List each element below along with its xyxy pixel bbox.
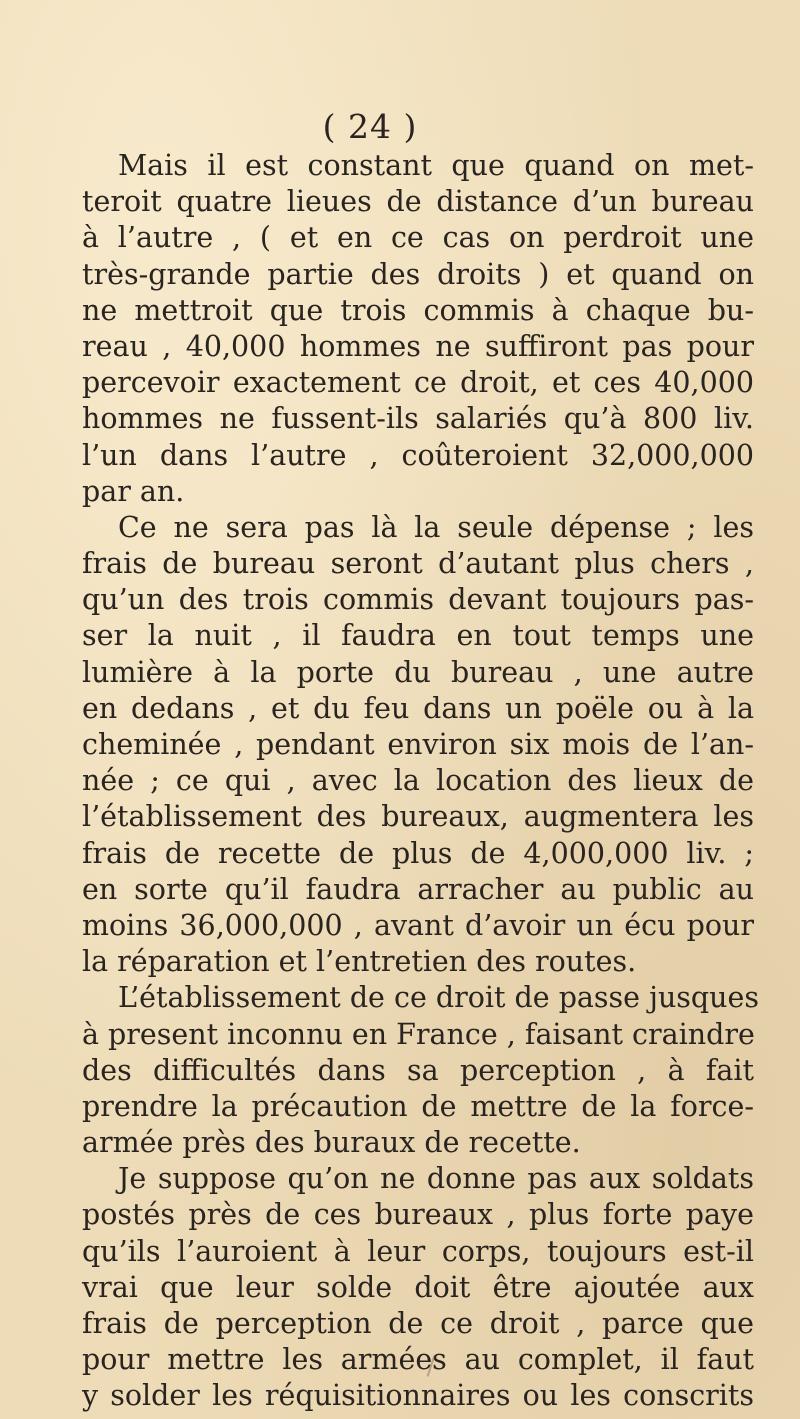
text-line: née ; ce qui , avec la location des lieux de: [82, 764, 754, 798]
text-line: frais de perception de ce droit , parce que: [82, 1307, 754, 1340]
text-line: à l’autre , ( et en ce cas on perdroit une: [82, 221, 754, 255]
text-line: y solder les réquisitionnaires ou les conscrits: [82, 1379, 754, 1413]
text-line: par an.: [82, 474, 185, 508]
text-line: vrai que leur solde doit être ajoutée aux: [82, 1270, 754, 1304]
text-line: frais de bureau seront d’autant plus chers ,: [82, 547, 754, 581]
text-line: lumière à la porte du bureau , une autre: [82, 655, 754, 689]
text-line: reau , 40,000 hommes ne suffiront pas pour: [82, 329, 754, 363]
text-line: très-grande partie des droits ) et quand on: [82, 257, 754, 291]
text-line: teroit quatre lieues de distance d’un bureau: [82, 185, 754, 219]
text-line: qu’un des trois commis devant toujours pas-: [82, 583, 754, 617]
text-line: Mais il est constant que quand on met-: [118, 149, 754, 182]
text-line: armée près des buraux de recette.: [82, 1126, 581, 1160]
text-line: frais de recette de plus de 4,000,000 liv. ;: [82, 836, 754, 870]
text-line: ne mettroit que trois commis à chaque bu-: [82, 293, 754, 327]
text-line: en sorte qu’il faudra arracher au public au: [82, 872, 754, 906]
text-line: L’établissement de ce droit de passe jusques: [118, 981, 760, 1015]
text-line: l’un dans l’autre , coûteroient 32,000,000: [82, 438, 754, 472]
text-line: hommes ne fussent-ils salariés qu’à 800 liv.: [82, 402, 754, 436]
text-line: en dedans , et du feu dans un poële ou à la: [82, 691, 754, 725]
text-line: moins 36,000,000 , avant d’avoir un écu pour: [82, 908, 754, 942]
text-line: Ce ne sera pas là la seule dépense ; les: [118, 510, 754, 544]
text-line: à present inconnu en France , faisant craindre: [82, 1017, 755, 1051]
text-line: prendre la précaution de mettre de la force-: [82, 1089, 754, 1123]
text-line: la réparation et l’entretien des routes.: [82, 945, 637, 979]
text-line: des difficultés dans sa perception , à fait: [82, 1053, 754, 1087]
text-line: pour mettre les armées au complet, il faut: [82, 1343, 754, 1377]
text-line: ser la nuit , il faudra en tout temps une: [82, 619, 754, 653]
text-line: qu’ils l’auroient à leur corps, toujours est-il: [82, 1234, 754, 1268]
text-line: postés près de ces bureaux , plus forte paye: [82, 1198, 754, 1232]
body-text: [82, 148, 760, 1415]
page-number: ( 24 ): [322, 107, 418, 146]
text-line: Je suppose qu’on ne donne pas aux soldats: [118, 1162, 754, 1196]
text-line: l’établissement des bureaux, augmentera les: [82, 800, 754, 834]
text-line: percevoir exactement ce droit, et ces 40,000: [82, 366, 754, 400]
text-line: cheminée , pendant environ six mois de l’an-: [82, 728, 754, 761]
